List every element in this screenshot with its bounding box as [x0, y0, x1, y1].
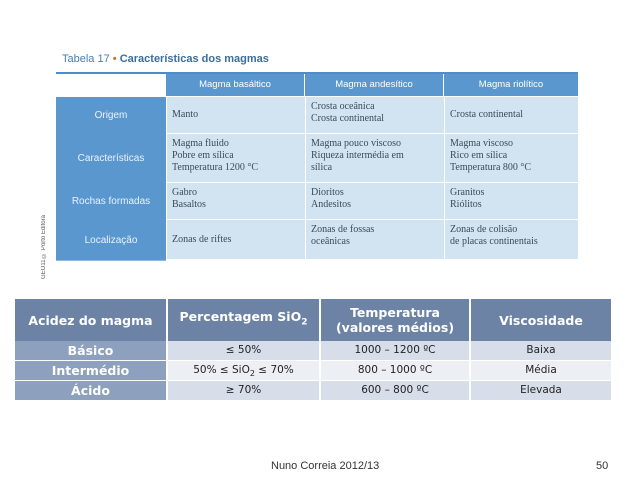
cell-origem-riolitico	[444, 97, 578, 134]
cell-line: Rico em sílica	[450, 150, 508, 161]
cell-localizacao-basaltico	[166, 220, 305, 260]
header-acidity-text: Acidez do magma	[28, 312, 153, 328]
cell-line: Riqueza intermédia em	[311, 150, 404, 161]
col-header-riolitico: Magma riolítico	[444, 74, 578, 96]
cell-line: Manto	[172, 109, 199, 120]
table-number: Tabela 17	[62, 53, 110, 65]
cell-line: Pobre em sílica	[172, 150, 234, 161]
table-title-bar	[56, 50, 578, 74]
cell-line: Magma pouco viscoso	[311, 138, 401, 149]
row-label-basico: Básico	[15, 341, 166, 360]
cell-intermedio-percent	[168, 361, 319, 380]
cell-origem-basaltico	[166, 97, 305, 134]
cell-line: Zonas de riftes	[172, 233, 232, 245]
cell-line: Crosta oceânica	[311, 101, 375, 112]
cell-caracteristicas-riolitico	[444, 134, 578, 183]
header-viscosity	[471, 299, 611, 341]
footer-author: Nuno Correia 2012/13	[271, 460, 380, 472]
col-header-andesitico: Magma andesítico	[305, 74, 443, 96]
cell-intermedio-percent-b: ≤ 70%	[254, 364, 294, 376]
cell-line: oceânicas	[311, 236, 350, 247]
cell-caracteristicas-andesitico	[305, 134, 444, 183]
table1-grid	[56, 74, 578, 274]
cell-line: Andesitos	[311, 199, 351, 210]
page-number: 50	[596, 460, 609, 472]
cell-intermedio-percent-sub: 2	[249, 369, 255, 379]
cell-line: Zonas de colisão	[450, 224, 518, 235]
row-header-caracteristicas: Características	[56, 134, 166, 184]
cell-line: Riólitos	[450, 199, 482, 210]
cell-line: Zonas de fossas	[311, 224, 375, 235]
table-title-text: Características dos magmas	[119, 53, 269, 65]
cell-rochas-riolitico	[444, 183, 578, 220]
cell-line: Crosta continental	[450, 109, 524, 120]
header-percentage-main: Percentagem SiO	[179, 309, 302, 325]
title-bullet: •	[112, 53, 117, 65]
header-percentage	[168, 299, 319, 341]
cell-basico-temperature: 1000 – 1200 ºC	[321, 341, 469, 360]
cell-line: Temperatura 800 °C	[450, 162, 532, 173]
magma-acidity-table	[15, 299, 611, 399]
row-header-rochas: Rochas formadas	[56, 183, 166, 221]
cell-line: Crosta continental	[311, 113, 385, 124]
cell-line: sílica	[311, 162, 333, 173]
side-credit: GEO11 © Porto Editora	[41, 215, 47, 279]
cell-basico-viscosity: Baixa	[471, 341, 611, 360]
cell-localizacao-riolitico	[444, 220, 578, 260]
cell-origem-andesitico	[305, 97, 444, 134]
header-temperature-line1: Temperatura	[350, 305, 440, 320]
cell-acido-percent: ≥ 70%	[168, 381, 319, 400]
header-percentage-text	[180, 309, 308, 331]
cell-caracteristicas-basaltico	[166, 134, 305, 183]
cell-line: Dioritos	[311, 187, 344, 198]
header-temperature	[321, 299, 469, 341]
cell-rochas-andesitico	[305, 183, 444, 220]
cell-rochas-basaltico	[166, 183, 305, 220]
header-viscosity-text: Viscosidade	[499, 312, 583, 328]
cell-line: Magma viscoso	[450, 138, 514, 149]
header-acidity	[15, 299, 166, 341]
cell-intermedio-viscosity: Média	[471, 361, 611, 380]
cell-line: Granitos	[450, 187, 485, 198]
cell-line: de placas continentais	[450, 236, 538, 247]
row-header-origem: Origem	[56, 97, 166, 135]
cell-line: Magma fluido	[172, 138, 229, 149]
cell-acido-temperature: 600 – 800 ºC	[321, 381, 469, 400]
cell-line: Basaltos	[172, 199, 206, 210]
magma-characteristics-table	[38, 44, 582, 279]
cell-acido-viscosity: Elevada	[471, 381, 611, 400]
cell-line: Temperatura 1200 °C	[172, 162, 259, 173]
row-label-acido: Ácido	[15, 381, 166, 400]
row-label-intermedio: Intermédio	[15, 361, 166, 380]
table-title	[62, 53, 269, 65]
cell-intermedio-percent-a: 50% ≤ SiO	[193, 364, 250, 376]
header-temperature-line2: (valores médios)	[335, 320, 455, 335]
cell-intermedio-temperature: 800 – 1000 ºC	[321, 361, 469, 380]
cell-basico-percent: ≤ 50%	[168, 341, 319, 360]
header-percentage-sub: 2	[301, 317, 308, 328]
row-header-localizacao: Localização	[56, 220, 166, 261]
col-header-basaltico: Magma basáltico	[166, 74, 304, 96]
cell-localizacao-andesitico	[305, 220, 444, 260]
cell-line: Gabro	[172, 187, 197, 198]
